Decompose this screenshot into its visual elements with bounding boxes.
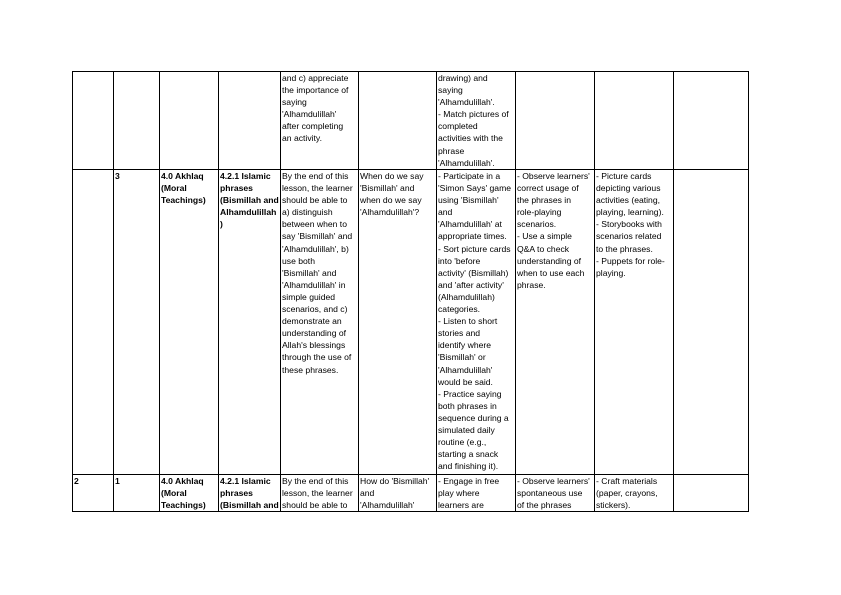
cell-text-line: between when to bbox=[282, 219, 347, 230]
reflection-cell bbox=[674, 170, 749, 475]
cell-text-line: sequence during a bbox=[438, 412, 509, 423]
sub-strand-cell bbox=[219, 72, 281, 170]
cell-text-line: 'Alhamdulillah' bbox=[438, 364, 493, 375]
cell-text-line: and c) appreciate bbox=[282, 73, 349, 83]
cell-text-line: to the phrases. bbox=[596, 243, 653, 254]
cell-text-line: 'Alhamdulillah', b) bbox=[282, 243, 349, 254]
cell-text-line: 'Alhamdulillah' bbox=[282, 109, 337, 120]
cell-text-line: - Craft materials bbox=[596, 476, 658, 486]
lesson-cell bbox=[114, 170, 160, 475]
cell-text-line: using 'Bismillah' bbox=[438, 195, 499, 206]
strand-cell bbox=[160, 475, 219, 512]
cell-text-line: phrases bbox=[220, 488, 253, 499]
learning-experiences-cell bbox=[437, 170, 516, 475]
cell-text-line: 'Alhamdulillah'. bbox=[438, 157, 495, 168]
cell-text-line: 'Alhamdulillah' at bbox=[438, 219, 502, 230]
cell-text-line: stickers). bbox=[596, 500, 631, 511]
lesson-plan-table bbox=[72, 71, 749, 512]
cell-text-line: By the end of this bbox=[282, 171, 349, 181]
cell-text-line: should be able to bbox=[282, 500, 348, 511]
cell-text-line: phrases bbox=[220, 183, 253, 194]
cell-text-line: playing. bbox=[596, 267, 626, 278]
cell-text-line: scenarios, and c) bbox=[282, 304, 348, 315]
cell-text-line: 4.2.1 Islamic bbox=[220, 171, 271, 181]
cell-text-line: saying bbox=[282, 97, 307, 108]
strand-cell bbox=[160, 72, 219, 170]
cell-text-line: activity' (Bismillah) bbox=[438, 267, 509, 278]
cell-text-line: simple guided bbox=[282, 291, 336, 302]
cell-text-line: 4.0 Akhlaq bbox=[161, 476, 204, 486]
cell-text-line: (Alhamdulillah) bbox=[438, 291, 495, 302]
cell-text-line: understanding of bbox=[282, 328, 347, 339]
cell-text-line: Allah's blessings bbox=[282, 340, 346, 351]
cell-text-line: 4.2.1 Islamic bbox=[220, 476, 271, 486]
cell-text-line: learners are bbox=[438, 500, 484, 511]
cell-text-line: ) bbox=[220, 219, 223, 230]
cell-text-line: - Participate in a bbox=[438, 171, 501, 181]
cell-text-line: - Sort picture cards bbox=[438, 243, 511, 254]
lesson-cell bbox=[114, 72, 160, 170]
cell-text-line: into 'before bbox=[438, 255, 481, 266]
cell-text-line: completed bbox=[438, 121, 478, 132]
cell-text-line: after completing bbox=[282, 121, 344, 132]
sub-strand-cell bbox=[219, 475, 281, 512]
cell-text-line: scenarios. bbox=[517, 219, 557, 230]
learning-outcomes-cell bbox=[281, 170, 359, 475]
cell-text-line: a) distinguish bbox=[282, 207, 333, 218]
cell-text-line: phrase bbox=[438, 145, 465, 156]
week-cell bbox=[73, 475, 114, 512]
learning-outcomes-cell bbox=[281, 475, 359, 512]
cell-text-line: When do we say bbox=[360, 171, 424, 181]
cell-text: 1 bbox=[115, 476, 120, 486]
cell-text-line: 'Alhamdulillah' bbox=[360, 500, 415, 511]
cell-text-line: and bbox=[360, 488, 375, 499]
cell-text-line: - Listen to short bbox=[438, 316, 498, 327]
sub-strand-cell bbox=[219, 170, 281, 475]
cell-text-line: lesson, the learner bbox=[282, 183, 353, 194]
cell-text-line: 'Bismillah' or bbox=[438, 352, 486, 363]
cell-text-line: simulated daily bbox=[438, 424, 495, 435]
cell-text-line: play where bbox=[438, 488, 480, 499]
cell-text-line: How do 'Bismillah' bbox=[360, 476, 430, 486]
cell-text-line: Teachings) bbox=[161, 500, 206, 511]
cell-text-line: spontaneous use bbox=[517, 488, 583, 499]
week-cell bbox=[73, 72, 114, 170]
cell-text-line: depicting various bbox=[596, 183, 661, 194]
cell-text-line: - Picture cards bbox=[596, 171, 652, 181]
cell-text-line: - Practice saying bbox=[438, 388, 502, 399]
cell-text-line: 4.0 Akhlaq bbox=[161, 171, 204, 181]
cell-text-line: (paper, crayons, bbox=[596, 488, 658, 499]
resources-cell bbox=[595, 72, 674, 170]
cell-text-line: through the use of bbox=[282, 352, 352, 363]
assessment-cell bbox=[516, 475, 595, 512]
cell-text-line: these phrases. bbox=[282, 364, 339, 375]
assessment-cell bbox=[516, 72, 595, 170]
cell-text-line: - Observe learners' bbox=[517, 476, 590, 486]
cell-text-line: and 'after activity' bbox=[438, 279, 504, 290]
cell-text-line: Alhamdulillah bbox=[220, 207, 277, 218]
cell-text-line: activities with the bbox=[438, 133, 503, 144]
cell-text-line: when to use each bbox=[517, 267, 585, 278]
inquiry-question-cell bbox=[359, 72, 437, 170]
lesson-cell bbox=[114, 475, 160, 512]
cell-text-line: categories. bbox=[438, 304, 481, 315]
cell-text-line: of the phrases bbox=[517, 500, 572, 511]
cell-text: 2 bbox=[74, 476, 79, 486]
cell-text-line: role-playing bbox=[517, 207, 562, 218]
cell-text-line: saying bbox=[438, 85, 463, 96]
table-row bbox=[73, 475, 749, 512]
cell-text-line: - Storybooks with bbox=[596, 219, 662, 230]
cell-text-line: lesson, the learner bbox=[282, 488, 353, 499]
cell-text-line: understanding of bbox=[517, 255, 582, 266]
cell-text-line: an activity. bbox=[282, 133, 322, 144]
cell-text-line: (Bismillah and bbox=[220, 500, 279, 511]
cell-text-line: 'Alhamdulillah'? bbox=[360, 207, 420, 218]
cell-text-line: demonstrate an bbox=[282, 316, 342, 327]
cell-text-line: 'Bismillah' and bbox=[360, 183, 415, 194]
cell-text-line: - Puppets for role- bbox=[596, 255, 665, 266]
learning-experiences-cell bbox=[437, 72, 516, 170]
learning-experiences-cell bbox=[437, 475, 516, 512]
cell-text-line: - Match pictures of bbox=[438, 109, 509, 120]
cell-text-line: starting a snack bbox=[438, 449, 499, 460]
cell-text-line: (Moral bbox=[161, 183, 187, 194]
cell-text-line: 'Bismillah' and bbox=[282, 267, 337, 278]
cell-text-line: say 'Bismillah' and bbox=[282, 231, 353, 242]
cell-text-line: both phrases in bbox=[438, 400, 497, 411]
cell-text-line: stories and bbox=[438, 328, 481, 339]
cell-text-line: identify where bbox=[438, 340, 492, 351]
assessment-cell bbox=[516, 170, 595, 475]
week-cell bbox=[73, 170, 114, 475]
lesson-plan-body bbox=[73, 72, 749, 512]
cell-text-line: and bbox=[438, 207, 453, 218]
cell-text-line: would be said. bbox=[438, 376, 493, 387]
cell-text-line: playing, learning). bbox=[596, 207, 664, 218]
cell-text-line: - Observe learners' bbox=[517, 171, 590, 181]
cell-text: 3 bbox=[115, 171, 120, 181]
learning-outcomes-cell bbox=[281, 72, 359, 170]
table-row bbox=[73, 170, 749, 475]
cell-text-line: Teachings) bbox=[161, 195, 206, 206]
cell-text-line: should be able to bbox=[282, 195, 348, 206]
cell-text-line: correct usage of bbox=[517, 183, 579, 194]
inquiry-question-cell bbox=[359, 170, 437, 475]
strand-cell bbox=[160, 170, 219, 475]
resources-cell bbox=[595, 475, 674, 512]
cell-text-line: the importance of bbox=[282, 85, 349, 96]
cell-text-line: 'Alhamdulillah'. bbox=[438, 97, 495, 108]
cell-text-line: - Use a simple bbox=[517, 231, 572, 242]
cell-text-line: drawing) and bbox=[438, 73, 488, 83]
cell-text-line: - Engage in free bbox=[438, 476, 500, 486]
cell-text-line: activities (eating, bbox=[596, 195, 661, 206]
cell-text-line: 'Alhamdulillah' in bbox=[282, 279, 346, 290]
reflection-cell bbox=[674, 72, 749, 170]
cell-text-line: and finishing it). bbox=[438, 461, 499, 472]
cell-text-line: phrase. bbox=[517, 279, 546, 290]
cell-text-line: the phrases in bbox=[517, 195, 571, 206]
resources-cell bbox=[595, 170, 674, 475]
reflection-cell bbox=[674, 475, 749, 512]
cell-text-line: appropriate times. bbox=[438, 231, 507, 242]
cell-text-line: (Moral bbox=[161, 488, 187, 499]
inquiry-question-cell bbox=[359, 475, 437, 512]
cell-text-line: Q&A to check bbox=[517, 243, 570, 254]
cell-text-line: By the end of this bbox=[282, 476, 349, 486]
cell-text-line: routine (e.g., bbox=[438, 437, 487, 448]
cell-text-line: scenarios related bbox=[596, 231, 662, 242]
table-row bbox=[73, 72, 749, 170]
cell-text-line: when do we say bbox=[360, 195, 422, 206]
cell-text-line: 'Simon Says' game bbox=[438, 183, 512, 194]
cell-text-line: use both bbox=[282, 255, 315, 266]
cell-text-line: (Bismillah and bbox=[220, 195, 279, 206]
